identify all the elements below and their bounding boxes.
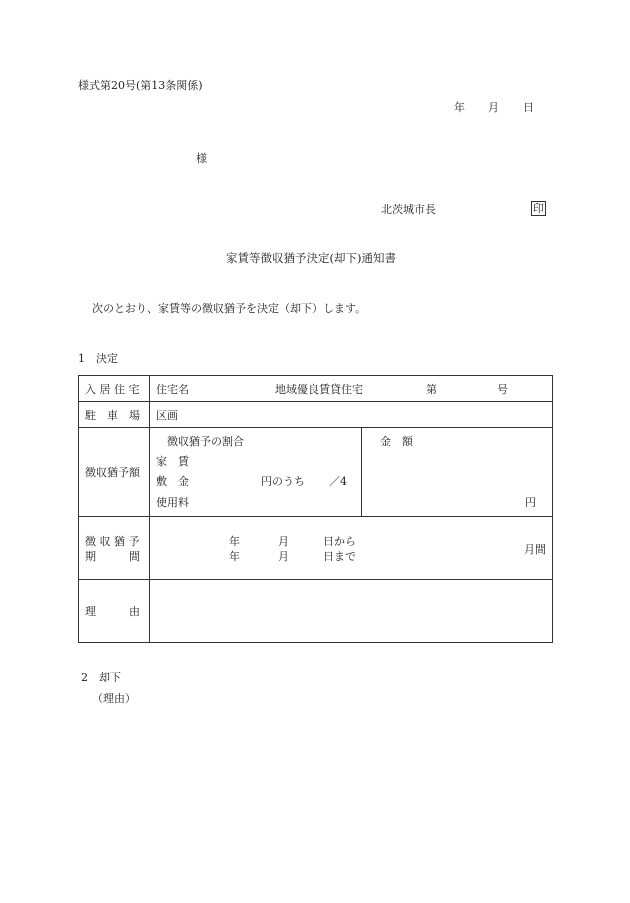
parking-label-cell (79, 402, 150, 428)
parking-value: 区画 (156, 409, 178, 422)
deposit-label: 敷 金 (156, 475, 189, 488)
addressee-suffix: 様 (196, 152, 207, 165)
residence-number-suffix: 号 (497, 383, 508, 396)
deferral-period-label-line1: 徴 収 猶 予 (85, 535, 140, 548)
deferral-period-value-cell (150, 517, 553, 580)
reason-value-cell (150, 580, 553, 643)
residence-name-value: 地域優良賃貸住宅 (275, 383, 363, 396)
deferral-amount-cell (362, 428, 553, 517)
period-from-year: 年 (229, 535, 240, 548)
date-year-label: 年 (454, 101, 465, 114)
row-residence (79, 376, 553, 402)
usage-fee-label: 使用料 (156, 496, 189, 509)
period-months-unit: 月間 (524, 543, 546, 556)
residence-value-cell (150, 376, 553, 402)
deposit-fraction: ／4 (329, 475, 347, 488)
deferral-ratio-cell (150, 428, 362, 517)
period-to-day: 日まで (323, 550, 356, 563)
row-deferral-amount (79, 428, 553, 517)
date-month-label: 月 (488, 101, 499, 114)
deferral-ratio-heading: 徴収猶予の割合 (167, 435, 244, 448)
section2-reason-label: （理由） (92, 692, 136, 705)
parking-label: 駐 車 場 (85, 409, 140, 422)
deposit-of-label: 円のうち (261, 475, 305, 488)
residence-number-prefix: 第 (426, 383, 437, 396)
rent-label: 家 賃 (156, 455, 189, 468)
row-parking (79, 402, 553, 428)
section1-heading: 1 決定 (78, 352, 118, 365)
row-deferral-period (79, 517, 553, 580)
row-reason (79, 580, 553, 643)
document-title: 家賃等徴収猶予決定(却下)通知書 (226, 251, 396, 265)
amount-unit: 円 (525, 496, 536, 509)
residence-label-cell (79, 376, 150, 402)
intro-text: 次のとおり、家賃等の徴収猶予を決定（却下）します。 (92, 302, 367, 315)
reason-label: 理 由 (85, 605, 140, 618)
period-to-month: 月 (278, 550, 289, 563)
deferral-period-label-cell (79, 517, 150, 580)
deferral-amount-label-cell (79, 428, 150, 517)
form-number: 様式第20号(第13条関係) (78, 79, 203, 92)
decision-table (78, 375, 553, 643)
parking-value-cell (150, 402, 553, 428)
period-to-year: 年 (229, 550, 240, 563)
reason-label-cell (79, 580, 150, 643)
date-day-label: 日 (523, 101, 534, 114)
seal-stamp: 印 (533, 202, 544, 215)
residence-label: 入 居 住 宅 (85, 383, 140, 396)
deferral-amount-label: 徴収猶予額 (85, 466, 140, 479)
residence-name-label: 住宅名 (156, 383, 189, 396)
section2-heading: 2 却下 (81, 671, 121, 684)
amount-heading: 金 額 (380, 435, 413, 448)
period-from-month: 月 (278, 535, 289, 548)
deferral-period-label-line2: 期 間 (85, 550, 140, 563)
issuer-name: 北茨城市長 (381, 203, 436, 216)
period-from-day: 日から (323, 535, 356, 548)
